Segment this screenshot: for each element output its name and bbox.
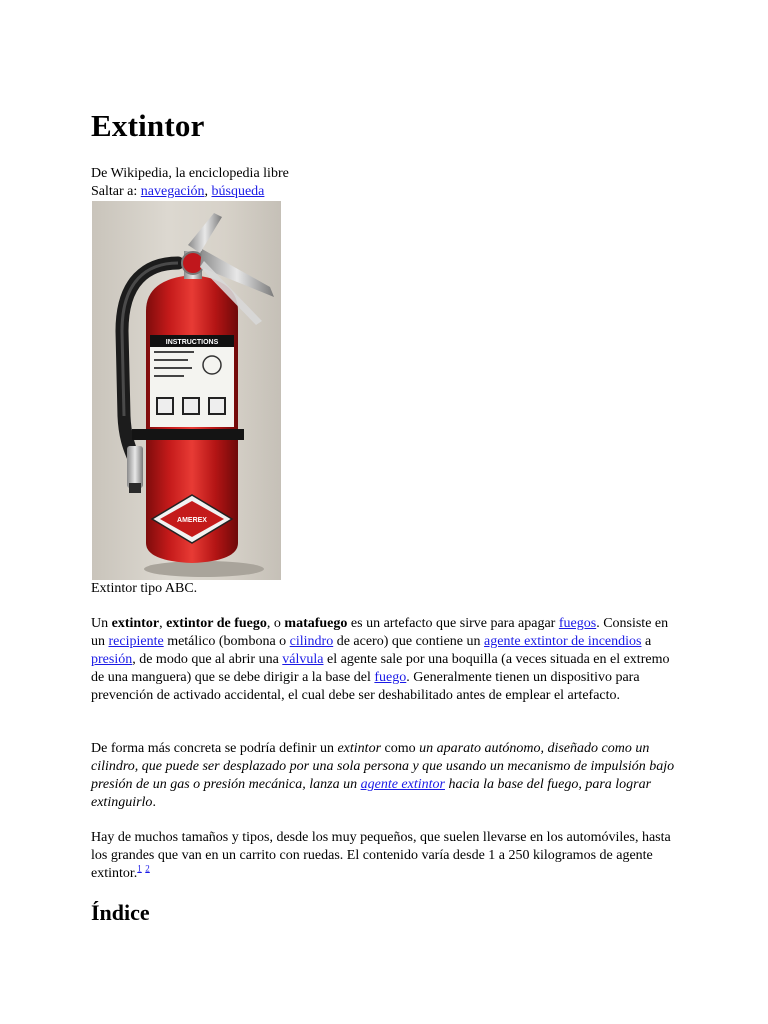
extinguisher-image[interactable] xyxy=(92,201,281,580)
reference-link-2[interactable]: 2 xyxy=(145,863,150,874)
text: . Consiste en un xyxy=(91,616,669,649)
text: metálico (bombona o xyxy=(163,634,290,649)
search-link[interactable]: búsqueda xyxy=(211,184,265,199)
toc-heading: Índice xyxy=(91,900,150,925)
fire-extinguisher-illustration xyxy=(92,201,281,580)
text: Un xyxy=(91,616,112,631)
text: es un artefacto que sirve para apagar xyxy=(347,616,559,631)
navigation-link[interactable]: navegación xyxy=(140,184,205,199)
bold-term: extintor de fuego xyxy=(166,616,267,631)
link-fuegos[interactable]: fuegos xyxy=(558,616,597,631)
text: , de modo que al abrir una xyxy=(132,652,283,667)
link-recipiente[interactable]: recipiente xyxy=(108,634,164,649)
brand-label-text: AMEREX xyxy=(177,517,207,524)
italic-text: hacia la base del fuego, para lograr extinguirlo xyxy=(91,777,652,810)
text: De forma más concreta se podría definir un xyxy=(91,741,338,756)
text: . xyxy=(152,795,156,810)
jump-prefix: Saltar a: xyxy=(91,184,141,199)
link-cilindro[interactable]: cilindro xyxy=(289,634,334,649)
intro-paragraph xyxy=(91,615,681,705)
label-instructions-text: INSTRUCTIONS xyxy=(165,339,219,346)
text: como xyxy=(381,741,420,756)
link-agente-extintor-de-incendios[interactable]: agente extintor de incendios xyxy=(484,634,642,649)
page-title: Extintor xyxy=(91,108,205,143)
sizes-paragraph xyxy=(91,829,681,883)
text: . Generalmente tienen un dispositivo para prevención de activado accidental, el cual debe ser deshabilitado antes de emplear el artefacto. xyxy=(91,670,640,703)
text: el agente sale por una boquilla (a veces situada en el extremo de una manguera) que se debe dirigir a la base del xyxy=(91,652,670,685)
reference-link-1[interactable]: 1 xyxy=(137,863,142,874)
italic-text: un aparato autónomo, diseñado como un cilindro, que puede ser desplazado por una sola persona y que usando un mecanismo de impulsión bajo presión de un gas o presión mecánica, lanza un xyxy=(91,741,675,792)
text: , o xyxy=(266,616,285,631)
image-caption: Extintor tipo ABC. xyxy=(91,581,198,596)
link-agente-extintor[interactable]: agente extintor xyxy=(360,777,445,792)
site-tagline: De Wikipedia, la enciclopedia libre xyxy=(91,166,289,181)
link-valvula[interactable]: válvula xyxy=(282,652,324,667)
bold-term: extintor xyxy=(111,616,160,631)
bold-term: matafuego xyxy=(284,616,348,631)
text: a xyxy=(641,634,652,649)
text: Hay de muchos tamaños y tipos, desde los muy pequeños, que suelen llevarse en los automóviles, hasta los grandes que van en un carrito con ruedas. El contenido varía desde 1 a 250 kilogramos de agente extintor. xyxy=(91,830,671,881)
link-presion[interactable]: presión xyxy=(91,652,133,667)
text: , xyxy=(159,616,167,631)
italic-text: extintor xyxy=(337,741,382,756)
link-fuego[interactable]: fuego xyxy=(374,670,407,685)
text: de acero) que contiene un xyxy=(333,634,485,649)
definition-paragraph xyxy=(91,740,681,812)
jump-links xyxy=(91,183,264,201)
jump-separator: , xyxy=(204,184,212,199)
